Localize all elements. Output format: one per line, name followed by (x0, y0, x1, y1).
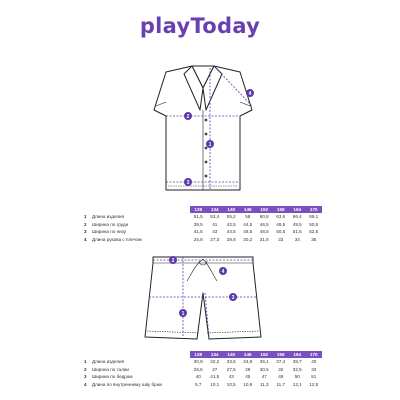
table-row (84, 221, 322, 229)
table-cell: 49,5 (292, 221, 302, 227)
table-cell: 32,2 (210, 359, 220, 365)
table-cell: 66,4 (292, 214, 302, 220)
table-cell: 44,5 (243, 221, 253, 227)
shorts-sketch (143, 253, 263, 345)
table-cell: 27,3 (210, 237, 220, 243)
table-cell: 43 (212, 229, 218, 235)
table-cell: 41,5 (210, 374, 220, 380)
row-label: Ширина по низу (92, 229, 127, 235)
marker-4-label: 4 (221, 269, 225, 275)
table-cell: 27,5 (226, 366, 236, 372)
marker-4-label: 4 (248, 91, 252, 97)
table-cell: 10,5 (226, 382, 236, 388)
size-header: 134 (210, 207, 219, 212)
size-header: 152 (260, 352, 269, 357)
table-row (84, 381, 322, 389)
table-cell: 35 (311, 237, 317, 243)
size-header: 158 (276, 352, 285, 357)
row-label: Ширина по бедрам (92, 374, 133, 380)
table-cell: 60,8 (259, 214, 269, 220)
table-cell: 46,5 (243, 229, 253, 235)
table-cell: 44,5 (226, 229, 236, 235)
marker-2-label: 2 (186, 114, 190, 120)
table-cell: 39,5 (193, 221, 203, 227)
row-number: 1 (84, 214, 87, 220)
shirt-sketch (128, 58, 278, 198)
brand-logo: playToday (139, 14, 261, 38)
row-label: Длина изделия (92, 214, 125, 220)
table-cell: 43 (228, 374, 234, 380)
table-cell: 51 (311, 374, 317, 380)
table-cell: 38,7 (292, 359, 302, 365)
row-number: 4 (84, 237, 87, 243)
row-number: 2 (84, 366, 87, 372)
table-cell: 10,1 (210, 382, 220, 388)
row-number: 3 (84, 374, 87, 380)
row-number: 1 (84, 359, 87, 365)
table-cell: 48,5 (259, 229, 269, 235)
row-label: Ширина по груди (92, 221, 129, 227)
table-cell: 31,6 (259, 237, 269, 243)
table-cell: 10,9 (243, 382, 253, 388)
shirt-size-table (84, 206, 322, 243)
marker-2-label: 2 (171, 258, 175, 264)
table-row (84, 213, 322, 221)
table-cell: 48,5 (276, 221, 286, 227)
table-row (84, 236, 322, 244)
size-header: 140 (227, 352, 236, 357)
table-cell: 63,6 (276, 214, 286, 220)
table-cell: 9,7 (195, 382, 202, 388)
table-cell: 25,8 (193, 237, 203, 243)
table-cell: 28,8 (226, 237, 236, 243)
size-header: 152 (260, 207, 269, 212)
table-cell: 33 (311, 366, 317, 372)
table-row (84, 366, 322, 374)
marker-3-label: 3 (231, 295, 235, 301)
size-header: 128 (194, 352, 203, 357)
table-cell: 49 (278, 374, 284, 380)
table-cell: 58 (245, 214, 251, 220)
table-header (84, 206, 322, 213)
table-cell: 30,9 (193, 359, 203, 365)
table-header (84, 351, 322, 358)
table-cell: 52,5 (309, 229, 319, 235)
size-header: 158 (276, 207, 285, 212)
table-cell: 50,5 (276, 229, 286, 235)
row-label: Длина по внутреннему шву брюк (92, 382, 163, 388)
table-cell: 33 (278, 237, 284, 243)
size-header: 146 (243, 352, 252, 357)
table-cell: 26,5 (193, 366, 203, 372)
table-cell: 11,7 (276, 382, 286, 388)
size-header: 146 (243, 207, 252, 212)
table-cell: 27 (212, 366, 218, 372)
size-header: 170 (309, 352, 318, 357)
table-cell: 12,1 (292, 382, 302, 388)
table-cell: 36,1 (259, 359, 269, 365)
row-label: Ширина по талии (92, 366, 130, 372)
table-cell: 69,1 (309, 214, 319, 220)
table-cell: 32,5 (292, 366, 302, 372)
table-cell: 55,2 (226, 214, 236, 220)
table-cell: 30,5 (259, 366, 269, 372)
table-cell: 46,5 (259, 221, 269, 227)
size-header: 170 (309, 207, 318, 212)
table-cell: 51,5 (292, 229, 302, 235)
table-cell: 11,3 (259, 382, 269, 388)
table-cell: 32 (278, 366, 284, 372)
table-row (84, 228, 322, 236)
table-cell: 30,2 (243, 237, 253, 243)
table-cell: 37,4 (276, 359, 286, 365)
table-cell: 50,5 (309, 221, 319, 227)
row-number: 3 (84, 229, 87, 235)
table-row (84, 373, 322, 381)
row-label: Длина рукава с плечом (92, 237, 142, 243)
shorts-size-table (84, 351, 322, 388)
marker-1-label: 1 (208, 142, 212, 148)
size-header: 164 (293, 352, 302, 357)
table-cell: 34 (294, 237, 300, 243)
size-header: 164 (293, 207, 302, 212)
table-cell: 29 (245, 366, 251, 372)
table-cell: 12,5 (309, 382, 319, 388)
table-cell: 47 (261, 374, 267, 380)
table-cell: 40 (195, 374, 201, 380)
size-header: 140 (227, 207, 236, 212)
table-cell: 45 (245, 374, 251, 380)
table-cell: 51,5 (193, 214, 203, 220)
size-header: 128 (194, 207, 203, 212)
size-header: 134 (210, 352, 219, 357)
table-cell: 42,5 (226, 221, 236, 227)
marker-1-label: 1 (181, 311, 185, 317)
table-row (84, 358, 322, 366)
table-cell: 53,4 (210, 214, 220, 220)
table-cell: 41,5 (193, 229, 203, 235)
row-number: 4 (84, 382, 87, 388)
table-cell: 40 (311, 359, 317, 365)
marker-3-label: 3 (186, 180, 190, 186)
row-label: Длина изделия (92, 359, 125, 365)
table-cell: 41 (212, 221, 218, 227)
row-number: 2 (84, 221, 87, 227)
table-cell: 50 (294, 374, 300, 380)
table-cell: 33,5 (226, 359, 236, 365)
table-cell: 34,8 (243, 359, 253, 365)
